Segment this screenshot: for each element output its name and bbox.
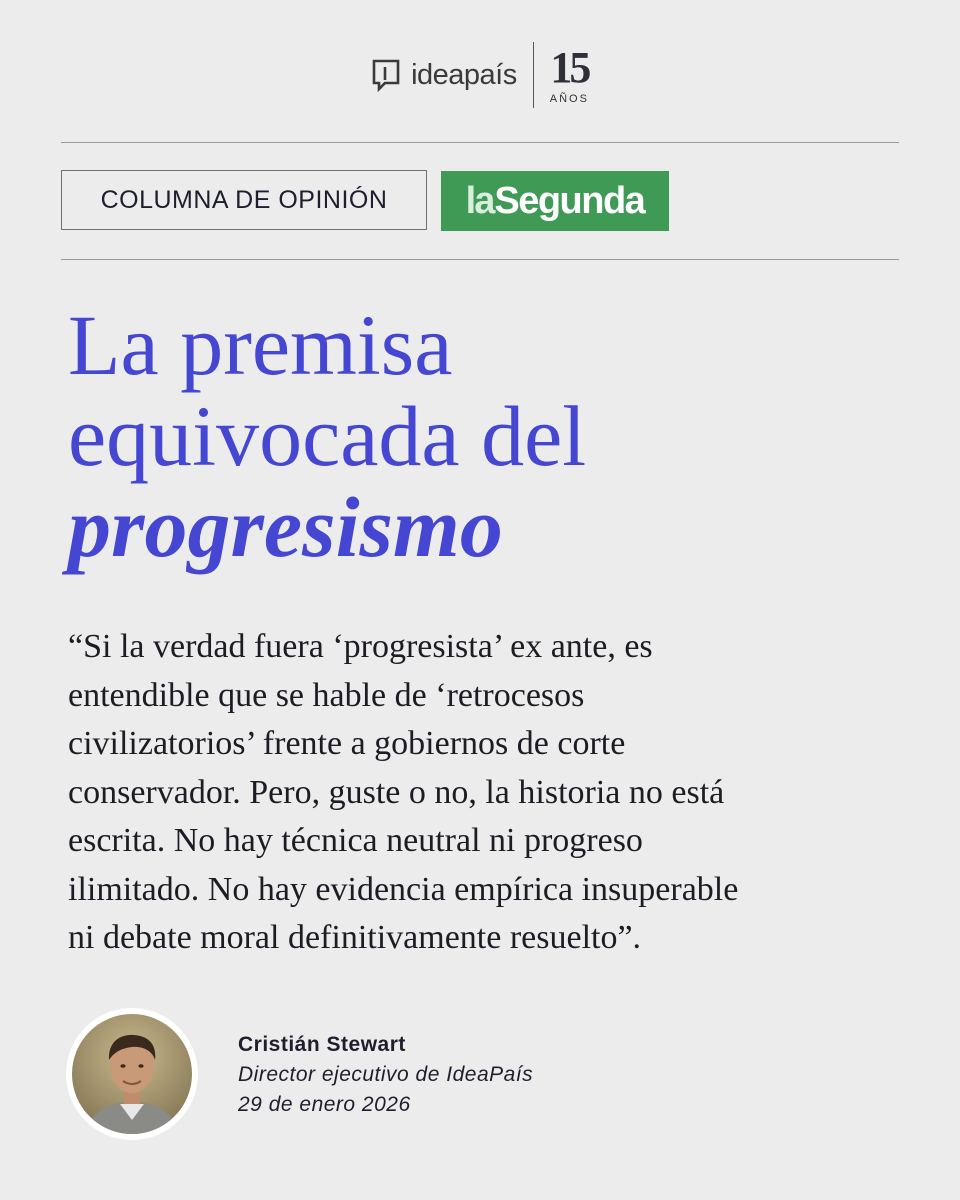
headline-line-2: equivocada del — [68, 388, 587, 484]
speech-bubble-icon — [371, 58, 401, 92]
quote-line: entendible que se hable de ‘retrocesos — [68, 676, 585, 714]
brand-header — [0, 40, 960, 110]
quote-line: ni debate moral definitivamente resuelto”. — [68, 919, 642, 956]
quote-line: ilimitado. No hay evidencia empírica insuperable — [68, 870, 739, 908]
quote-line: conservador. Pero, guste o no, la historia no está — [68, 773, 725, 811]
author-role: Director ejecutivo de IdeaPaís — [238, 1063, 534, 1086]
headline — [68, 297, 908, 575]
publication-logo — [441, 171, 669, 231]
anniversary-badge — [549, 42, 589, 105]
publication-date: 29 de enero 2026 — [238, 1093, 411, 1116]
section-divider — [61, 259, 899, 260]
author-info — [238, 1030, 533, 1120]
author-avatar — [66, 1008, 198, 1140]
publication-name: Segunda — [494, 179, 645, 222]
pull-quote — [68, 623, 898, 963]
quote-line: civilizatorios’ frente a gobiernos de corte — [68, 725, 626, 762]
quote-line: “Si la verdad fuera ‘progresista’ ex ante, es — [68, 628, 653, 665]
author-name: Cristián Stewart — [238, 1033, 406, 1056]
anniversary-label: AÑOS — [549, 92, 589, 105]
author-portrait — [72, 1014, 192, 1134]
brand-divider — [533, 42, 534, 108]
headline-line-1: La premisa — [68, 297, 453, 393]
quote-line: escrita. No hay técnica neutral ni progreso — [68, 822, 643, 859]
section-label: COLUMNA DE OPINIÓN — [61, 170, 427, 230]
top-divider — [61, 142, 899, 143]
headline-emphasis: progresismo — [68, 479, 503, 575]
anniversary-number: 15 — [550, 42, 589, 92]
publication-prefix: la — [465, 179, 494, 222]
brand-logo-text: ideapaís — [411, 58, 517, 91]
